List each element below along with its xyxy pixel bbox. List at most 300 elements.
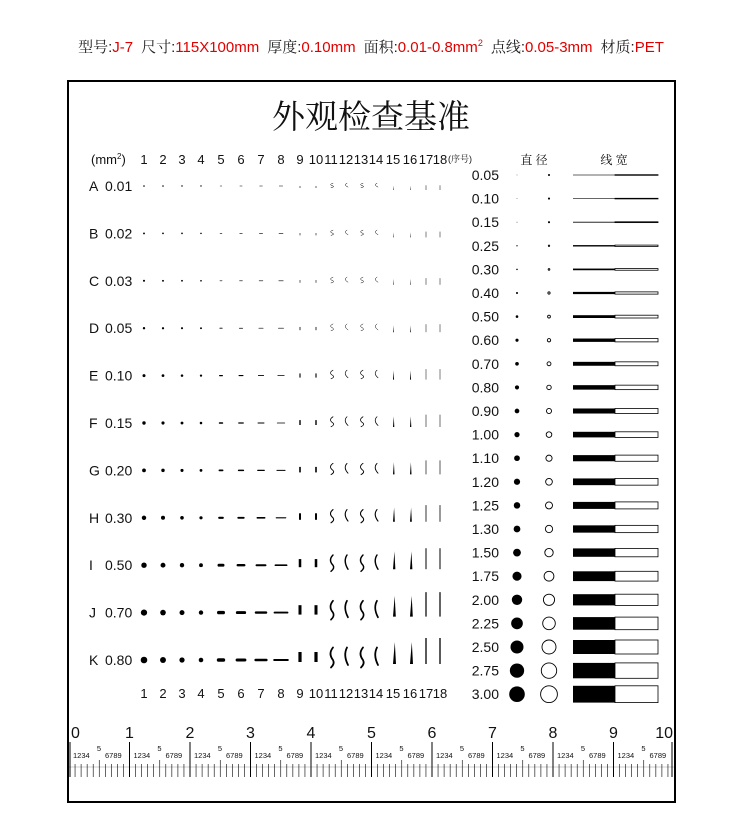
mark-K-5 [217,658,225,662]
card-canvas [69,82,674,801]
mark-J-15 [393,596,396,617]
mark-C-3 [181,280,183,282]
mark-G-10 [315,467,317,473]
hollow-dot-0.10 [548,198,549,199]
hollow-dot-0.25 [548,245,549,246]
size-label-0.90: 0.90 [471,403,499,419]
mark-D-14 [375,324,378,330]
row-area-C: 0.03 [105,272,133,289]
mark-D-7 [259,328,264,329]
ruler-minor-mid-9: 5 [641,744,646,753]
ruler-major-2: 2 [185,725,195,742]
hollow-bar-0.80 [615,385,658,389]
hollow-dot-3.00 [541,686,558,703]
mark-A-8 [279,186,283,187]
mark-E-5 [219,375,223,376]
solid-bar-1.25 [573,502,615,509]
mark-D-9 [300,327,301,330]
hollow-bar-1.20 [615,478,658,485]
col-num-bottom-16: 16 [402,686,418,701]
col-num-bottom-6: 6 [237,686,245,701]
mark-K-11 [331,648,334,668]
spec-label-4: 点线: [490,39,525,56]
mark-H-8 [276,517,287,518]
ruler-minor-right-6: 6789 [468,751,485,760]
mark-K-8 [273,659,289,661]
size-label-0.60: 0.60 [471,332,499,349]
size-column [472,167,658,703]
mark-E-16 [410,371,411,380]
hollow-bar-1.25 [615,502,658,509]
ruler-major-7: 7 [488,725,497,742]
mark-B-12 [345,230,348,235]
mark-E-7 [258,375,264,376]
mark-K-12 [345,648,348,666]
mark-B-8 [279,233,284,234]
mark-D-4 [200,327,202,329]
mark-K-3 [179,657,184,662]
col-num-top-18: 18 [432,152,448,167]
mark-E-6 [239,375,244,376]
spec-value-2: 0.10mm [301,39,356,56]
mark-F-8 [277,423,285,424]
col-num-top-8: 8 [277,152,285,167]
mark-H-6 [237,517,244,519]
mark-F-12 [345,417,348,426]
row-letter-I: I [89,557,93,574]
mark-G-13 [361,463,364,474]
filled-dot-0.40 [516,292,518,294]
size-label-1.20: 1.20 [471,473,499,490]
mark-J-3 [180,610,185,615]
size-label-1.10: 1.10 [471,450,499,467]
mark-D-1 [143,327,145,329]
mark-I-1 [141,562,146,567]
mark-D-15 [393,325,394,332]
filled-dot-2.50 [511,641,524,654]
filled-dot-0.90 [515,409,520,414]
solid-bar-0.60 [573,339,615,342]
solid-bar-2.50 [573,640,615,654]
hollow-bar-2.75 [615,663,658,678]
col-num-top-16: 16 [402,152,418,167]
mark-C-6 [239,281,243,282]
mark-G-9 [299,467,301,473]
mark-J-6 [236,611,246,614]
hollow-bar-0.60 [615,339,658,342]
ruler-major-4: 4 [306,725,316,742]
hollow-dot-1.00 [546,432,552,438]
col-num-bottom-9: 9 [296,686,304,701]
solid-bar-0.90 [573,408,615,413]
row-area-E: 0.10 [105,367,133,384]
mark-E-10 [315,373,316,377]
row-area-B: 0.02 [105,225,133,242]
seq-label: (序号) [448,154,472,164]
mark-H-5 [218,517,224,519]
mark-E-13 [361,370,364,379]
col-num-top-13: 13 [353,152,369,167]
col-num-bottom-10: 10 [308,686,324,701]
row-letter-B: B [89,225,99,242]
mark-E-2 [162,374,165,377]
ruler-minor-left-1: 1234 [133,751,151,760]
mark-J-13 [361,601,364,620]
filled-dot-1.25 [514,502,521,509]
hollow-dot-0.40 [548,292,550,294]
mark-F-5 [219,422,223,424]
unit-label-text: (mm [91,152,117,167]
hollow-bar-0.40 [615,292,658,294]
solid-bar-0.50 [573,315,615,318]
mark-K-16 [410,642,413,664]
ruler-minor-mid-7: 5 [520,744,525,753]
mark-G-7 [257,470,265,471]
solid-bar-1.30 [573,525,615,532]
hollow-dot-2.50 [542,640,556,654]
mark-C-9 [300,280,301,283]
hollow-bar-0.25 [615,245,658,246]
row-letter-K: K [89,652,99,668]
filled-dot-2.00 [512,595,522,605]
spec-label-0: 型号: [78,39,113,56]
solid-bar-3.00 [573,686,615,703]
mark-I-2 [161,563,166,568]
ruler-major-10: 10 [655,725,673,742]
mark-B-10 [316,233,317,235]
ruler-major-6: 6 [427,725,437,742]
ruler-minor-mid-5: 5 [399,744,404,753]
mark-A-12 [345,183,348,187]
mark-D-11 [331,324,334,331]
col-num-bottom-13: 13 [353,686,369,701]
filled-dot-0.70 [515,362,519,366]
hollow-bar-0.05 [615,175,658,176]
mark-F-2 [161,421,164,424]
mark-D-8 [278,328,284,329]
filled-dot-0.30 [516,269,518,271]
size-label-1.75: 1.75 [471,568,499,585]
filled-dot-0.25 [516,245,517,246]
filled-dot-1.50 [513,549,521,557]
mark-E-3 [181,374,184,377]
mark-J-10 [315,605,318,614]
col-num-top-2: 2 [159,152,167,167]
mark-A-6 [240,186,243,187]
mark-F-14 [375,417,378,426]
mark-I-5 [218,564,225,567]
hollow-bar-2.00 [615,594,658,605]
mark-I-8 [275,564,288,566]
mark-I-13 [361,555,364,571]
mark-J-5 [217,611,225,614]
hollow-dot-1.75 [544,571,554,581]
ruler-minor-right-0: 6789 [105,751,122,760]
solid-bar-1.00 [573,432,615,438]
mark-H-3 [180,516,184,520]
mark-K-2 [160,657,166,663]
filled-dot-1.00 [514,432,519,437]
mark-G-2 [161,469,164,472]
mark-J-11 [331,601,334,620]
mark-E-12 [345,370,348,378]
filled-dot-1.20 [514,479,520,485]
spec-value-3: $0.01-0.8mm^2$ [397,38,483,56]
mark-A-9 [300,186,301,188]
mark-E-4 [200,374,202,376]
mark-E-14 [375,370,378,378]
mark-C-14 [375,277,378,282]
hollow-bar-0.10 [615,198,658,199]
mark-I-7 [256,564,267,566]
mark-B-11 [331,230,334,235]
mark-I-16 [410,551,412,569]
ruler-minor-right-5: 6789 [407,751,425,760]
col-num-top-15: 15 [385,152,401,167]
ruler-minor-left-4: 1234 [315,751,332,760]
ruler-major-8: 8 [548,725,558,742]
mark-H-11 [331,510,334,523]
size-label-0.30: 0.30 [471,261,499,278]
mark-C-7 [259,281,263,282]
mark-C-13 [361,277,364,283]
ruler-minor-mid-1: 5 [157,744,162,753]
size-label-3.00: 3.00 [471,686,499,703]
mark-B-1 [143,232,145,234]
mark-H-14 [375,510,378,522]
row-letter-E: E [89,367,99,384]
card-title: 外观检查基准 [272,98,470,135]
mark-A-5 [220,186,222,187]
mark-G-8 [276,470,285,471]
mark-H-4 [199,516,202,519]
row-letter-H: H [89,509,100,526]
mark-G-14 [375,463,378,473]
col-num-top-7: 7 [257,152,265,167]
col-num-top-11: 11 [324,152,338,167]
size-label-2.25: 2.25 [471,615,499,632]
filled-dot-3.00 [509,686,525,702]
size-label-0.15: 0.15 [471,214,499,231]
mark-K-15 [393,642,396,664]
hollow-bar-1.75 [615,571,658,581]
mark-J-1 [141,609,147,615]
ruler-minor-mid-2: 5 [217,744,223,753]
row-letter-C: C [89,272,100,289]
ruler-major-5: 5 [367,725,376,742]
spec-label-1: 尺寸: [141,39,176,56]
inspection-card [67,80,676,803]
mark-D-6 [239,328,243,329]
solid-bar-0.15 [573,222,615,223]
hollow-dot-1.25 [546,502,553,509]
mark-F-4 [200,422,203,425]
ruler-minor-left-0: 1234 [73,751,90,760]
size-label-2.00: 2.00 [471,591,499,608]
hollow-bar-0.30 [615,269,658,271]
mark-I-6 [237,564,246,566]
ruler-minor-right-2: 6789 [226,751,243,760]
ruler-major-9: 9 [609,725,618,742]
mark-G-16 [410,462,412,474]
mark-B-3 [181,233,183,235]
mark-B-2 [162,233,164,235]
solid-bar-0.30 [573,269,615,271]
mark-I-9 [299,559,302,567]
col-num-top-6: 6 [237,152,245,167]
ruler-minor-mid-8: 5 [580,744,586,753]
solid-bar-1.20 [573,478,615,485]
mark-D-3 [181,327,183,329]
ruler-minor-left-9: 1234 [617,751,635,760]
mark-G-4 [200,469,203,472]
row-area-J: 0.70 [105,604,133,621]
mark-G-6 [238,470,244,472]
mark-G-11 [331,463,334,474]
hollow-dot-1.10 [546,455,552,461]
col-num-bottom-3: 3 [178,686,186,701]
mark-H-16 [410,508,412,522]
row-letter-A: A [89,178,99,194]
solid-bar-0.05 [573,175,615,176]
ruler-minor-left-2: 1234 [194,751,211,760]
hollow-dot-2.25 [543,617,556,630]
mark-C-15 [393,279,394,285]
hollow-dot-0.15 [548,222,549,223]
mark-C-5 [220,280,223,281]
size-label-0.05: 0.05 [471,167,499,183]
size-label-1.00: 1.00 [471,426,499,443]
size-label-2.75: 2.75 [471,662,499,679]
mark-B-5 [220,233,223,234]
col-num-top-10: 10 [308,152,324,167]
mark-B-14 [375,230,378,235]
mark-H-1 [142,516,146,520]
filled-dot-0.10 [517,198,518,199]
col-num-bottom-15: 15 [385,686,401,701]
col-num-top-14: 14 [368,152,384,167]
col-num-bottom-11: 11 [324,686,338,701]
solid-bar-0.10 [573,198,615,199]
mark-B-4 [200,233,202,235]
mark-F-10 [315,420,316,425]
mark-B-16 [410,232,411,237]
hollow-bar-0.90 [615,408,658,413]
mark-G-1 [142,469,146,473]
row-area-G: 0.20 [105,462,133,479]
solid-bar-0.70 [573,362,615,366]
hollow-dot-0.05 [548,174,549,175]
hollow-dot-0.70 [547,362,551,366]
mark-D-2 [162,327,164,329]
spec-value-5: PET [634,39,664,56]
size-label-1.30: 1.30 [471,521,499,537]
mark-E-9 [299,373,300,377]
ruler-major-0: 0 [71,725,80,742]
mark-K-6 [236,658,247,661]
mark-I-14 [375,555,378,569]
row-area-I: 0.50 [105,557,133,574]
solid-bar-2.00 [573,594,615,605]
hollow-dot-0.80 [547,385,551,389]
mark-F-1 [142,421,145,424]
ruler-major-1: 1 [125,725,134,742]
row-letter-D: D [89,320,100,337]
spec-label-2: 厚度: [267,39,302,56]
mark-K-9 [298,652,301,662]
mark-I-12 [345,555,348,569]
hollow-bar-1.00 [615,432,658,438]
size-label-1.50: 1.50 [471,544,499,561]
row-letter-J: J [89,604,96,621]
col-num-top-1: 1 [140,152,148,167]
filled-dot-0.50 [516,315,519,318]
mark-G-5 [219,470,224,472]
mark-C-10 [316,280,317,283]
solid-bar-0.80 [573,385,615,389]
mark-F-3 [181,422,184,425]
unit-label-sup: 2 [117,152,122,161]
col-num-top-3: 3 [178,152,186,167]
mark-I-3 [180,563,184,567]
size-label-1.25: 1.25 [471,497,499,514]
col-num-top-12: 12 [338,152,354,167]
col-num-top-4: 4 [197,152,205,167]
hollow-bar-1.10 [615,455,658,461]
hollow-dot-0.60 [547,339,550,342]
mark-J-9 [299,605,302,614]
mark-F-7 [258,422,265,423]
mark-A-1 [143,185,145,187]
defect-rows [89,178,440,668]
grid-header [91,152,628,701]
mark-G-12 [345,463,348,473]
ruler-minor-mid-6: 5 [459,744,465,753]
linewidth-header: 线 宽 [600,153,628,167]
col-num-top-5: 5 [217,152,225,167]
solid-bar-0.40 [573,292,615,294]
hollow-bar-0.70 [615,362,658,366]
mark-C-8 [278,281,283,282]
hollow-dot-0.90 [546,408,551,413]
mark-J-4 [199,610,203,614]
col-num-bottom-7: 7 [257,686,265,701]
mark-J-16 [410,596,413,617]
mark-F-6 [238,422,244,423]
unit-label [91,152,126,167]
ruler-major-3: 3 [246,725,255,742]
size-label-0.70: 0.70 [471,355,499,372]
hollow-dot-2.75 [541,663,556,678]
mark-J-2 [160,610,166,616]
filled-dot-1.75 [512,572,521,581]
filled-dot-1.30 [514,526,521,533]
mark-F-11 [331,417,334,427]
hollow-bar-0.15 [615,222,658,223]
spec-value-0: J-7 [112,39,134,56]
row-area-D: 0.05 [105,320,133,337]
size-label-2.50: 2.50 [471,639,499,655]
mark-J-7 [255,611,267,613]
filled-dot-1.10 [514,455,520,461]
filled-dot-0.05 [517,175,518,176]
mark-E-15 [393,371,394,380]
mark-A-11 [331,183,334,187]
hollow-dot-1.30 [545,525,552,532]
col-num-top-17: 17 [418,152,434,167]
spec-label-3: 面积: [363,39,398,56]
mark-E-1 [143,374,146,377]
